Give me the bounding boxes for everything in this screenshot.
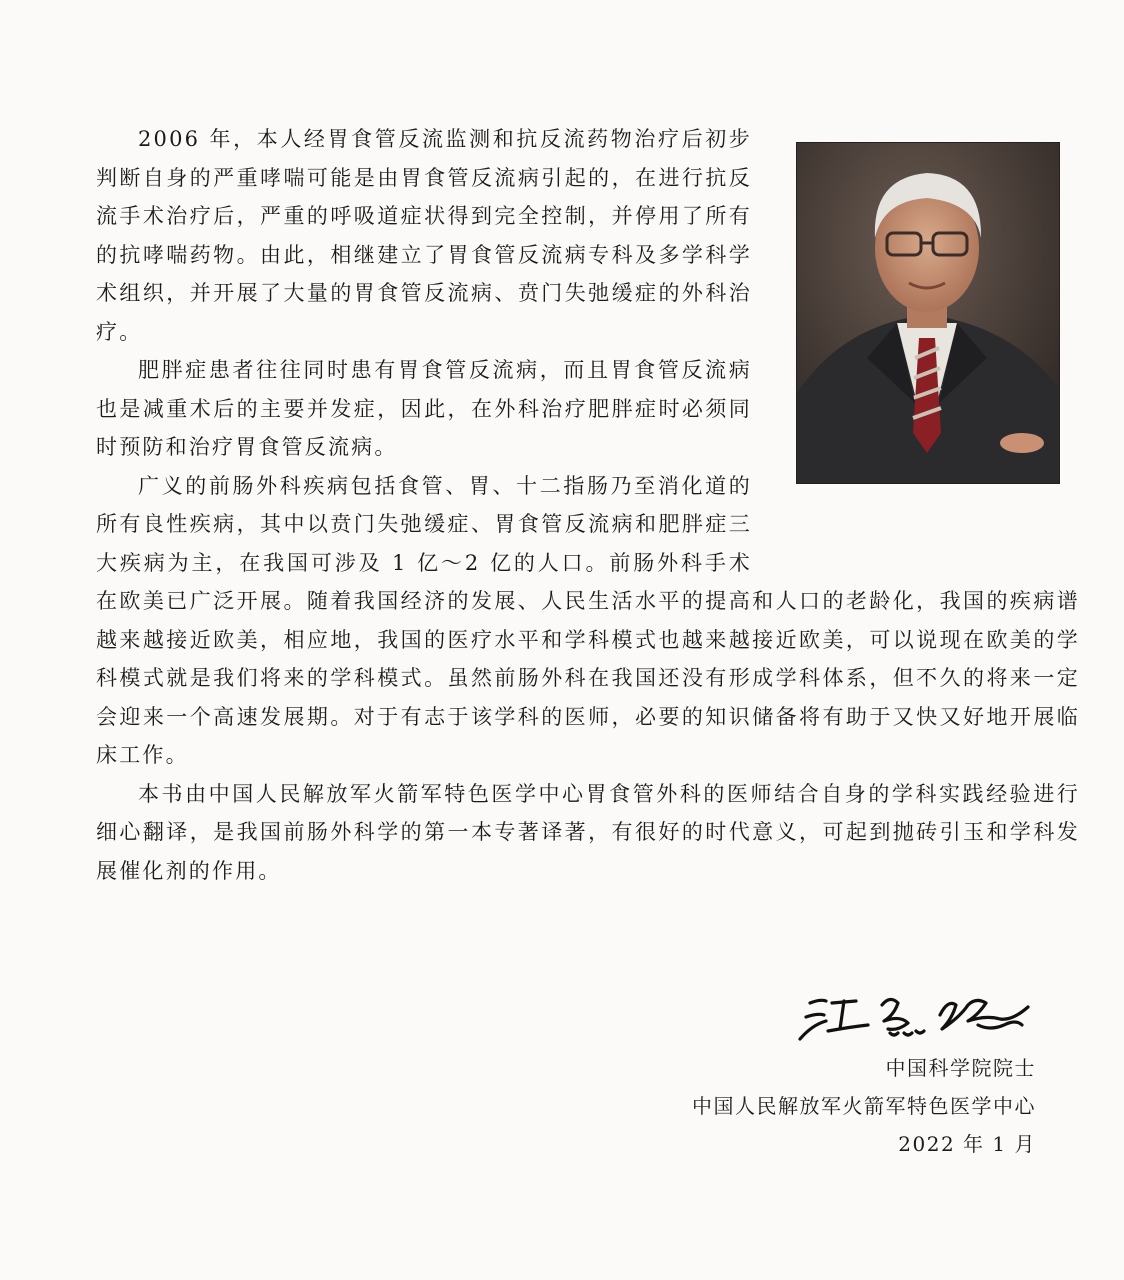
paragraph-1: 2006 年，本人经胃食管反流监测和抗反流药物治疗后初步判断自身的严重哮喘可能是由胃食管反流病引起的，在进行抗反流手术治疗后，严重的呼吸道症状得到完全控制，并停用了所有的抗哮喘药物。由此，相继建立了胃食管反流病专科及多学科学术组织，并开展了大量的胃食管反流病、贲门失弛缓症的外科治疗。 bbox=[96, 127, 752, 344]
portrait-spacer bbox=[752, 120, 1080, 548]
signer-title: 中国科学院院士 bbox=[885, 1056, 1036, 1080]
preface-body bbox=[96, 120, 1080, 890]
signature-stroke-art bbox=[790, 985, 1040, 1045]
signing-date: 2022 年 1 月 bbox=[898, 1132, 1036, 1156]
signer-organization: 中国人民解放军火箭军特色医学中心 bbox=[692, 1094, 1036, 1118]
paragraph-4: 本书由中国人民解放军火箭军特色医学中心胃食管外科的医师结合自身的学科实践经验进行细心翻译，是我国前肠外科学的第一本专著译著，有很好的时代意义，可起到抛砖引玉和学科发展催化剂的作用。 bbox=[96, 781, 1080, 883]
paragraph-2: 肥胖症患者往往同时患有胃食管反流病，而且胃食管反流病也是减重术后的主要并发症，因此，在外科治疗肥胖症时必须同时预防和治疗胃食管反流病。 bbox=[96, 358, 752, 459]
paragraph-3: 广义的前肠外科疾病包括食管、胃、十二指肠乃至消化道的所有良性疾病，其中以贲门失弛缓症、胃食管反流病和肥胖症三大疾病为主，在我国可涉及 1 亿～2 亿的人口。前肠外科手术在欧美已广泛开展。随着我国经济的发展、人民生活水平的提高和人口的老龄化，我国的疾病谱越来越接近欧美，相应地，我国的医疗水平和学科模式也越来越接近欧美，可以说现在欧美的学科模式就是我们将来的学科模式。虽然前肠外科在我国还没有形成学科体系，但不久的将来一定会迎来一个高速发展期。对于有志于该学科的医师，必要的知识储备将有助于又快又好地开展临床工作。 bbox=[96, 473, 1080, 767]
handwritten-signature bbox=[790, 985, 1040, 1045]
